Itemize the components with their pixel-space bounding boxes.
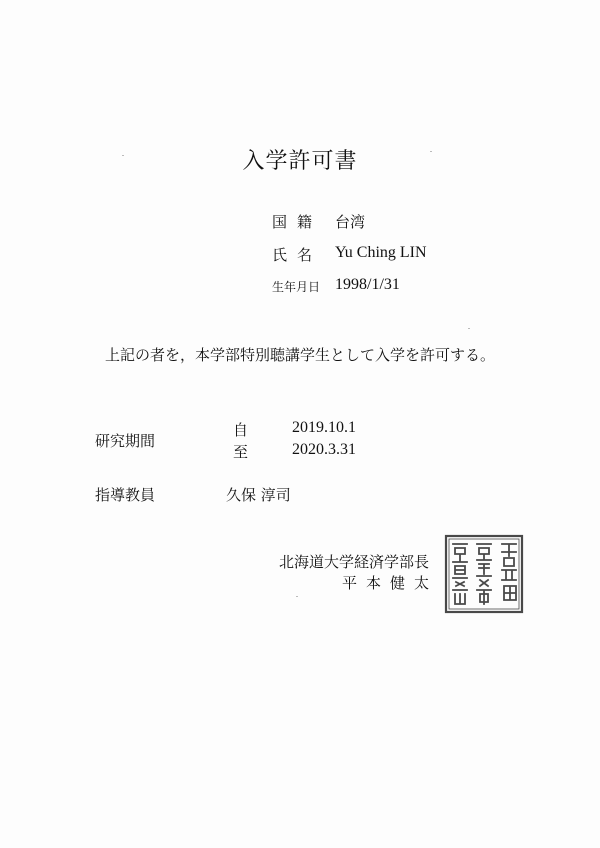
document-title: 入学許可書 — [242, 149, 358, 174]
nationality-value: 台湾 — [335, 213, 366, 231]
period-to-label: 至 — [233, 443, 249, 461]
official-seal-icon — [444, 534, 524, 614]
scan-speck — [296, 596, 298, 597]
issuer-name: 平本健太 — [342, 574, 439, 592]
dob-label: 生年月日 — [272, 280, 321, 294]
advisor-label: 指導教員 — [95, 486, 156, 504]
period-from-label: 自 — [233, 421, 249, 439]
name-value: Yu Ching LIN — [335, 244, 427, 261]
dob-value: 1998/1/31 — [335, 276, 400, 293]
permit-statement: 上記の者を，本学部特別聴講学生として入学を許可する。 — [104, 346, 495, 364]
name-label: 氏名 — [272, 246, 323, 264]
advisor-value: 久保 淳司 — [226, 486, 291, 504]
period-from-value: 2019.10.1 — [292, 419, 356, 436]
scan-speck — [468, 328, 470, 329]
issuer-organization: 北海道大学経済学部長 — [279, 553, 430, 571]
nationality-label: 国籍 — [272, 213, 323, 231]
period-to-value: 2020.3.31 — [292, 441, 356, 458]
research-period-label: 研究期間 — [95, 432, 156, 450]
